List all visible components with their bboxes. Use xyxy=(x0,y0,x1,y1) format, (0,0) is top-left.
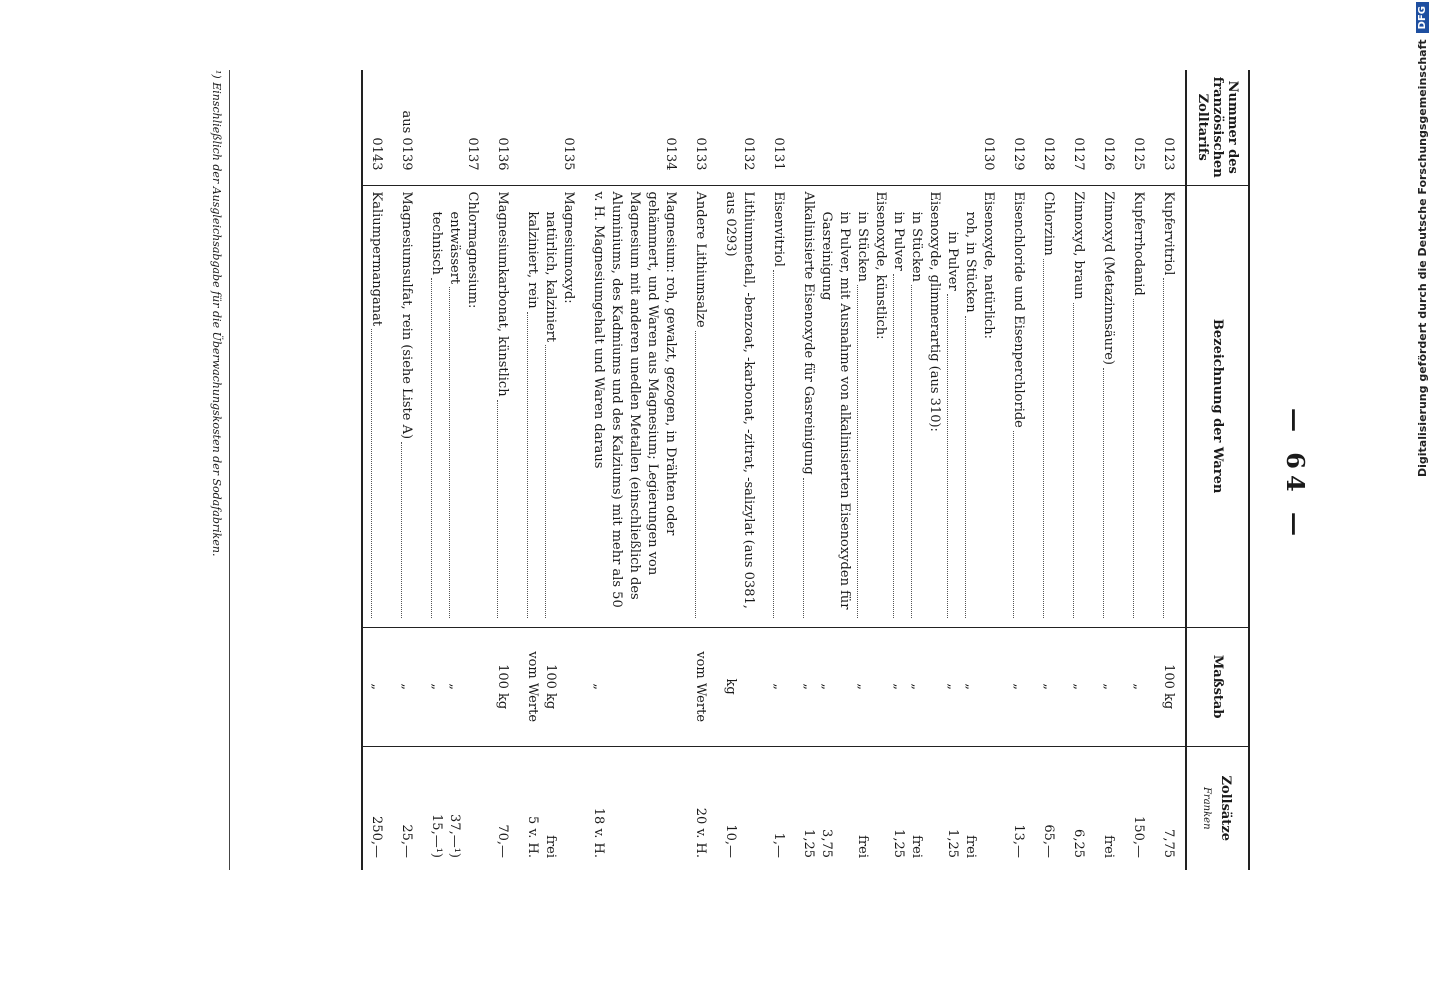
unit-cell xyxy=(1155,627,1186,746)
rotated-document-page xyxy=(50,50,1330,900)
description-line xyxy=(1099,192,1117,621)
description-text: Eisenoxyde, künstlich: xyxy=(873,191,888,340)
duty-cell xyxy=(393,746,423,870)
unit-cell xyxy=(585,627,687,746)
table-row xyxy=(585,70,687,870)
description-text: Magnesium: roh, gewalzt, gezogen, in Drähten oder gehämmert, und Waren aus Magnesium; Legierungen von Magnesium mit anderen unedlen Metallen (einschließlich des Aluminiums, des Kadmiums und des Kalziums) mit mehr als 50 v. H. Magnesiumgehalt und Waren daraus xyxy=(591,191,678,608)
unit-value: vom Werte xyxy=(693,651,708,723)
duty-value: 10,— xyxy=(723,824,738,858)
unit-cell xyxy=(423,627,489,746)
description-line xyxy=(1159,192,1177,621)
duty-cell xyxy=(362,746,393,870)
duty-cell xyxy=(519,746,585,870)
unit-value: „ xyxy=(429,683,444,691)
description-text: in Pulver, mit Ausnahme von alkalinisierten Eisenoxyden für Gasreinigung xyxy=(819,211,852,610)
goods-description xyxy=(519,185,585,627)
tariff-number: 0126 xyxy=(1095,70,1125,185)
description-text: entwässert xyxy=(447,211,462,285)
goods-description xyxy=(393,185,423,627)
unit-value: 100 kg xyxy=(1161,664,1176,710)
goods-description xyxy=(489,185,519,627)
tariff-number: 0143 xyxy=(362,70,393,185)
table-row xyxy=(687,70,717,870)
leader-dots xyxy=(431,278,445,618)
goods-description xyxy=(687,185,717,627)
unit-cell xyxy=(362,627,393,746)
leader-dots xyxy=(1043,259,1057,618)
table-row xyxy=(795,70,1005,870)
tariff-number: 0125 xyxy=(1125,70,1155,185)
duty-value: frei xyxy=(855,835,870,858)
table-row xyxy=(1095,70,1125,870)
unit-value: „ xyxy=(1101,683,1116,691)
description-line xyxy=(943,192,961,621)
description-text: Eisenoxyde, natürlich: xyxy=(981,191,996,339)
description-text: Alkalinisierte Eisenoxyde für Gasreinigung xyxy=(801,191,816,475)
table-body xyxy=(362,70,1186,870)
description-line xyxy=(799,192,817,621)
tariff-number: 0136 xyxy=(489,70,519,185)
unit-value: „ xyxy=(891,683,906,691)
leader-dots xyxy=(947,294,961,618)
goods-description xyxy=(1005,185,1035,627)
unit-cell xyxy=(717,627,765,746)
duty-cell xyxy=(1005,746,1035,870)
unit-cell xyxy=(1035,627,1065,746)
duty-value: 15,—¹) xyxy=(429,814,444,858)
goods-description xyxy=(1155,185,1186,627)
dfg-logo: DFG xyxy=(1416,2,1429,33)
description-line xyxy=(541,192,559,621)
leader-dots xyxy=(773,270,787,618)
description-text: Zinnoxyd (Metazinnsäure) xyxy=(1101,191,1116,365)
col-header-unit: Maßstab xyxy=(1186,627,1249,746)
description-line xyxy=(1039,192,1057,621)
unit-value: „ xyxy=(1041,683,1056,691)
description-text: in Stücken xyxy=(909,211,924,282)
unit-cell xyxy=(1005,627,1035,746)
duty-value: frei xyxy=(909,835,924,858)
footnote: ¹) Einschließlich der Ausgleichsabgabe für die Überwachungskosten der Sodafabriken. xyxy=(210,70,230,870)
duty-value: 70,— xyxy=(495,824,510,858)
description-line xyxy=(817,192,853,621)
description-line xyxy=(493,192,511,621)
duty-cell xyxy=(1095,746,1125,870)
tariff-number: 0131 xyxy=(765,70,795,185)
description-text: in Pulver xyxy=(891,211,906,271)
duty-value: 7,75 xyxy=(1161,829,1176,858)
duty-cell xyxy=(1035,746,1065,870)
unit-value xyxy=(871,634,889,740)
table-row xyxy=(765,70,795,870)
description-line xyxy=(559,192,577,621)
unit-value xyxy=(979,634,997,740)
unit-value: „ xyxy=(945,683,960,691)
duty-value: 6,25 xyxy=(1071,829,1086,858)
description-line xyxy=(871,192,889,621)
duty-value xyxy=(979,753,997,858)
table-row xyxy=(1065,70,1095,870)
leader-dots xyxy=(803,478,817,618)
description-text: Magnesiumkarbonat, künstlich xyxy=(495,191,510,397)
dfg-credit xyxy=(1412,2,1432,992)
description-text: Magnesiumsulfat, rein (siehe Liste A) xyxy=(399,191,414,440)
goods-description xyxy=(1065,185,1095,627)
tariff-number: 0133 xyxy=(687,70,717,185)
description-text: Zinnoxyd, braun xyxy=(1071,191,1086,300)
unit-cell xyxy=(393,627,423,746)
unit-value: „ xyxy=(369,683,384,691)
duty-cell xyxy=(765,746,795,870)
dfg-credit-text: Digitalisierung gefördert durch die Deutsche Forschungsgemeinschaft xyxy=(1415,39,1429,478)
goods-description xyxy=(1095,185,1125,627)
leader-dots xyxy=(1073,303,1087,618)
duty-cell xyxy=(1065,746,1095,870)
tariff-number: 0135 xyxy=(519,70,585,185)
unit-value: „ xyxy=(447,683,462,691)
description-text: in Stücken xyxy=(855,211,870,282)
duty-value: 20 v. H. xyxy=(693,807,708,858)
unit-value: „ xyxy=(591,683,606,691)
leader-dots xyxy=(1103,368,1117,618)
description-line xyxy=(589,192,679,621)
description-line xyxy=(367,192,385,621)
unit-cell xyxy=(1125,627,1155,746)
duty-value: 13,— xyxy=(1011,824,1026,858)
duty-value xyxy=(871,753,889,858)
description-text: Eisenvitriol xyxy=(771,191,786,267)
description-line xyxy=(961,192,979,621)
tariff-number: 0128 xyxy=(1035,70,1065,185)
description-text: Kupfervitriol xyxy=(1161,191,1176,276)
description-line xyxy=(889,192,907,621)
leader-dots xyxy=(1133,299,1147,618)
unit-value: 100 kg xyxy=(495,664,510,710)
unit-value: „ xyxy=(1011,683,1026,691)
description-text: Chlorzinn xyxy=(1041,191,1056,256)
description-line xyxy=(1069,192,1087,621)
duty-value: frei xyxy=(963,835,978,858)
description-line xyxy=(523,192,541,621)
unit-value: „ xyxy=(909,683,924,691)
description-text: Kupferrhodanid xyxy=(1131,191,1146,296)
duty-value: 150,— xyxy=(1131,816,1146,858)
table-row xyxy=(519,70,585,870)
duty-cell xyxy=(423,746,489,870)
tariff-number: 0129 xyxy=(1005,70,1035,185)
description-line xyxy=(1129,192,1147,621)
description-line xyxy=(853,192,871,621)
unit-cell xyxy=(1065,627,1095,746)
table-row xyxy=(393,70,423,870)
duty-cell xyxy=(489,746,519,870)
description-line xyxy=(721,192,757,621)
tariff-number: 0130 xyxy=(795,70,1005,185)
description-text: Lithiummetall, -benzoat, -karbonat, -zitrat, -salizylat (aus 0381, aus 0293) xyxy=(723,191,756,609)
tariff-number: 0127 xyxy=(1065,70,1095,185)
goods-description xyxy=(423,185,489,627)
unit-value: kg xyxy=(723,678,738,695)
table-row xyxy=(1005,70,1035,870)
goods-description xyxy=(362,185,393,627)
description-text: kalziniert, rein xyxy=(525,211,540,309)
table-row xyxy=(362,70,393,870)
table-row xyxy=(489,70,519,870)
table-row xyxy=(423,70,489,870)
unit-cell xyxy=(765,627,795,746)
col-header-number: Nummer des französischen Zolltarifs xyxy=(1186,70,1249,185)
description-line xyxy=(397,192,415,621)
goods-description xyxy=(1125,185,1155,627)
unit-cell xyxy=(1095,627,1125,746)
description-line xyxy=(427,192,445,621)
tariff-number: aus 0139 xyxy=(393,70,423,185)
description-text: Eisenchloride und Eisenperchloride xyxy=(1011,191,1026,428)
unit-value: „ xyxy=(963,683,978,691)
description-line xyxy=(925,192,943,621)
duty-value: 1,25 xyxy=(801,829,816,858)
description-text: Andere Lithiumsalze xyxy=(693,191,708,328)
goods-description xyxy=(585,185,687,627)
duty-value: 37,—¹) xyxy=(447,814,462,858)
leader-dots xyxy=(893,274,907,618)
leader-dots xyxy=(857,285,871,618)
duty-value: 1,— xyxy=(771,832,786,858)
duty-value: frei xyxy=(1101,835,1116,858)
unit-value: „ xyxy=(399,683,414,691)
leader-dots xyxy=(695,331,709,618)
duty-cell xyxy=(795,746,1005,870)
goods-description xyxy=(795,185,1005,627)
table-row xyxy=(717,70,765,870)
description-line xyxy=(907,192,925,621)
leader-dots xyxy=(965,316,979,618)
unit-value: „ xyxy=(1131,683,1146,691)
table-row xyxy=(1035,70,1065,870)
tariff-number: 0132 xyxy=(717,70,765,185)
duty-value xyxy=(463,753,481,858)
goods-description xyxy=(717,185,765,627)
leader-dots xyxy=(1163,278,1177,617)
description-line xyxy=(769,192,787,621)
duty-cell xyxy=(1155,746,1186,870)
unit-value xyxy=(925,634,943,740)
description-line xyxy=(463,192,481,621)
table-row xyxy=(1125,70,1155,870)
description-text: Eisenoxyde, glimmerartig (aus 310): xyxy=(927,191,942,432)
duty-cell xyxy=(717,746,765,870)
col-header-duty xyxy=(1186,746,1249,870)
page-number: — 64 — xyxy=(1281,407,1310,543)
description-text: natürlich, kalziniert xyxy=(543,211,558,343)
leader-dots xyxy=(449,287,463,618)
duty-value: 5 v. H. xyxy=(525,816,540,858)
leader-dots xyxy=(1013,431,1027,618)
description-text: Chlormagnesium: xyxy=(465,191,480,309)
description-line xyxy=(691,192,709,621)
leader-dots xyxy=(545,345,559,618)
leader-dots xyxy=(371,329,385,618)
tariff-number: 0134 xyxy=(585,70,687,185)
col-header-duty-label: Zollsätze xyxy=(1218,775,1234,841)
unit-cell xyxy=(687,627,717,746)
duty-value: 1,25 xyxy=(891,829,906,858)
leader-dots xyxy=(497,400,511,618)
col-header-description: Bezeichnung der Waren xyxy=(1186,185,1249,627)
table-row xyxy=(1155,70,1186,870)
table-header-row xyxy=(1186,70,1249,870)
description-text: roh, in Stücken xyxy=(963,211,978,313)
duty-cell xyxy=(585,746,687,870)
unit-cell xyxy=(795,627,1005,746)
leader-dots xyxy=(911,285,925,618)
duty-value xyxy=(559,753,577,858)
duty-value: 25,— xyxy=(399,824,414,858)
unit-value: 100 kg xyxy=(543,664,558,710)
unit-value xyxy=(463,634,481,740)
duty-value: 1,25 xyxy=(945,829,960,858)
unit-cell xyxy=(519,627,585,746)
unit-value: „ xyxy=(801,683,816,691)
duty-value: 65,— xyxy=(1041,824,1056,858)
description-line xyxy=(979,192,997,621)
unit-cell xyxy=(489,627,519,746)
leader-dots xyxy=(527,312,541,618)
duty-value: 3,75 xyxy=(819,829,834,858)
description-text: in Pulver xyxy=(945,231,960,291)
description-line xyxy=(445,192,463,621)
description-text: technisch xyxy=(429,211,444,275)
unit-value: „ xyxy=(819,683,834,691)
tariff-table xyxy=(361,70,1250,870)
goods-description xyxy=(765,185,795,627)
description-text: Magnesiumoxyd: xyxy=(561,191,576,304)
duty-value: 18 v. H. xyxy=(591,807,606,858)
col-header-duty-currency: Franken xyxy=(1201,786,1213,830)
unit-value: „ xyxy=(855,683,870,691)
duty-cell xyxy=(1125,746,1155,870)
unit-value: vom Werte xyxy=(525,651,540,723)
tariff-number: 0123 xyxy=(1155,70,1186,185)
unit-value xyxy=(559,634,577,740)
leader-dots xyxy=(401,442,415,618)
duty-value: frei xyxy=(543,835,558,858)
description-text: Kaliumpermanganat xyxy=(369,191,384,327)
duty-value: 250,— xyxy=(369,816,384,858)
unit-value: „ xyxy=(1071,683,1086,691)
goods-description xyxy=(1035,185,1065,627)
tariff-number: 0137 xyxy=(423,70,489,185)
unit-value: „ xyxy=(771,683,786,691)
description-line xyxy=(1009,192,1027,621)
duty-value xyxy=(925,753,943,858)
duty-cell xyxy=(687,746,717,870)
